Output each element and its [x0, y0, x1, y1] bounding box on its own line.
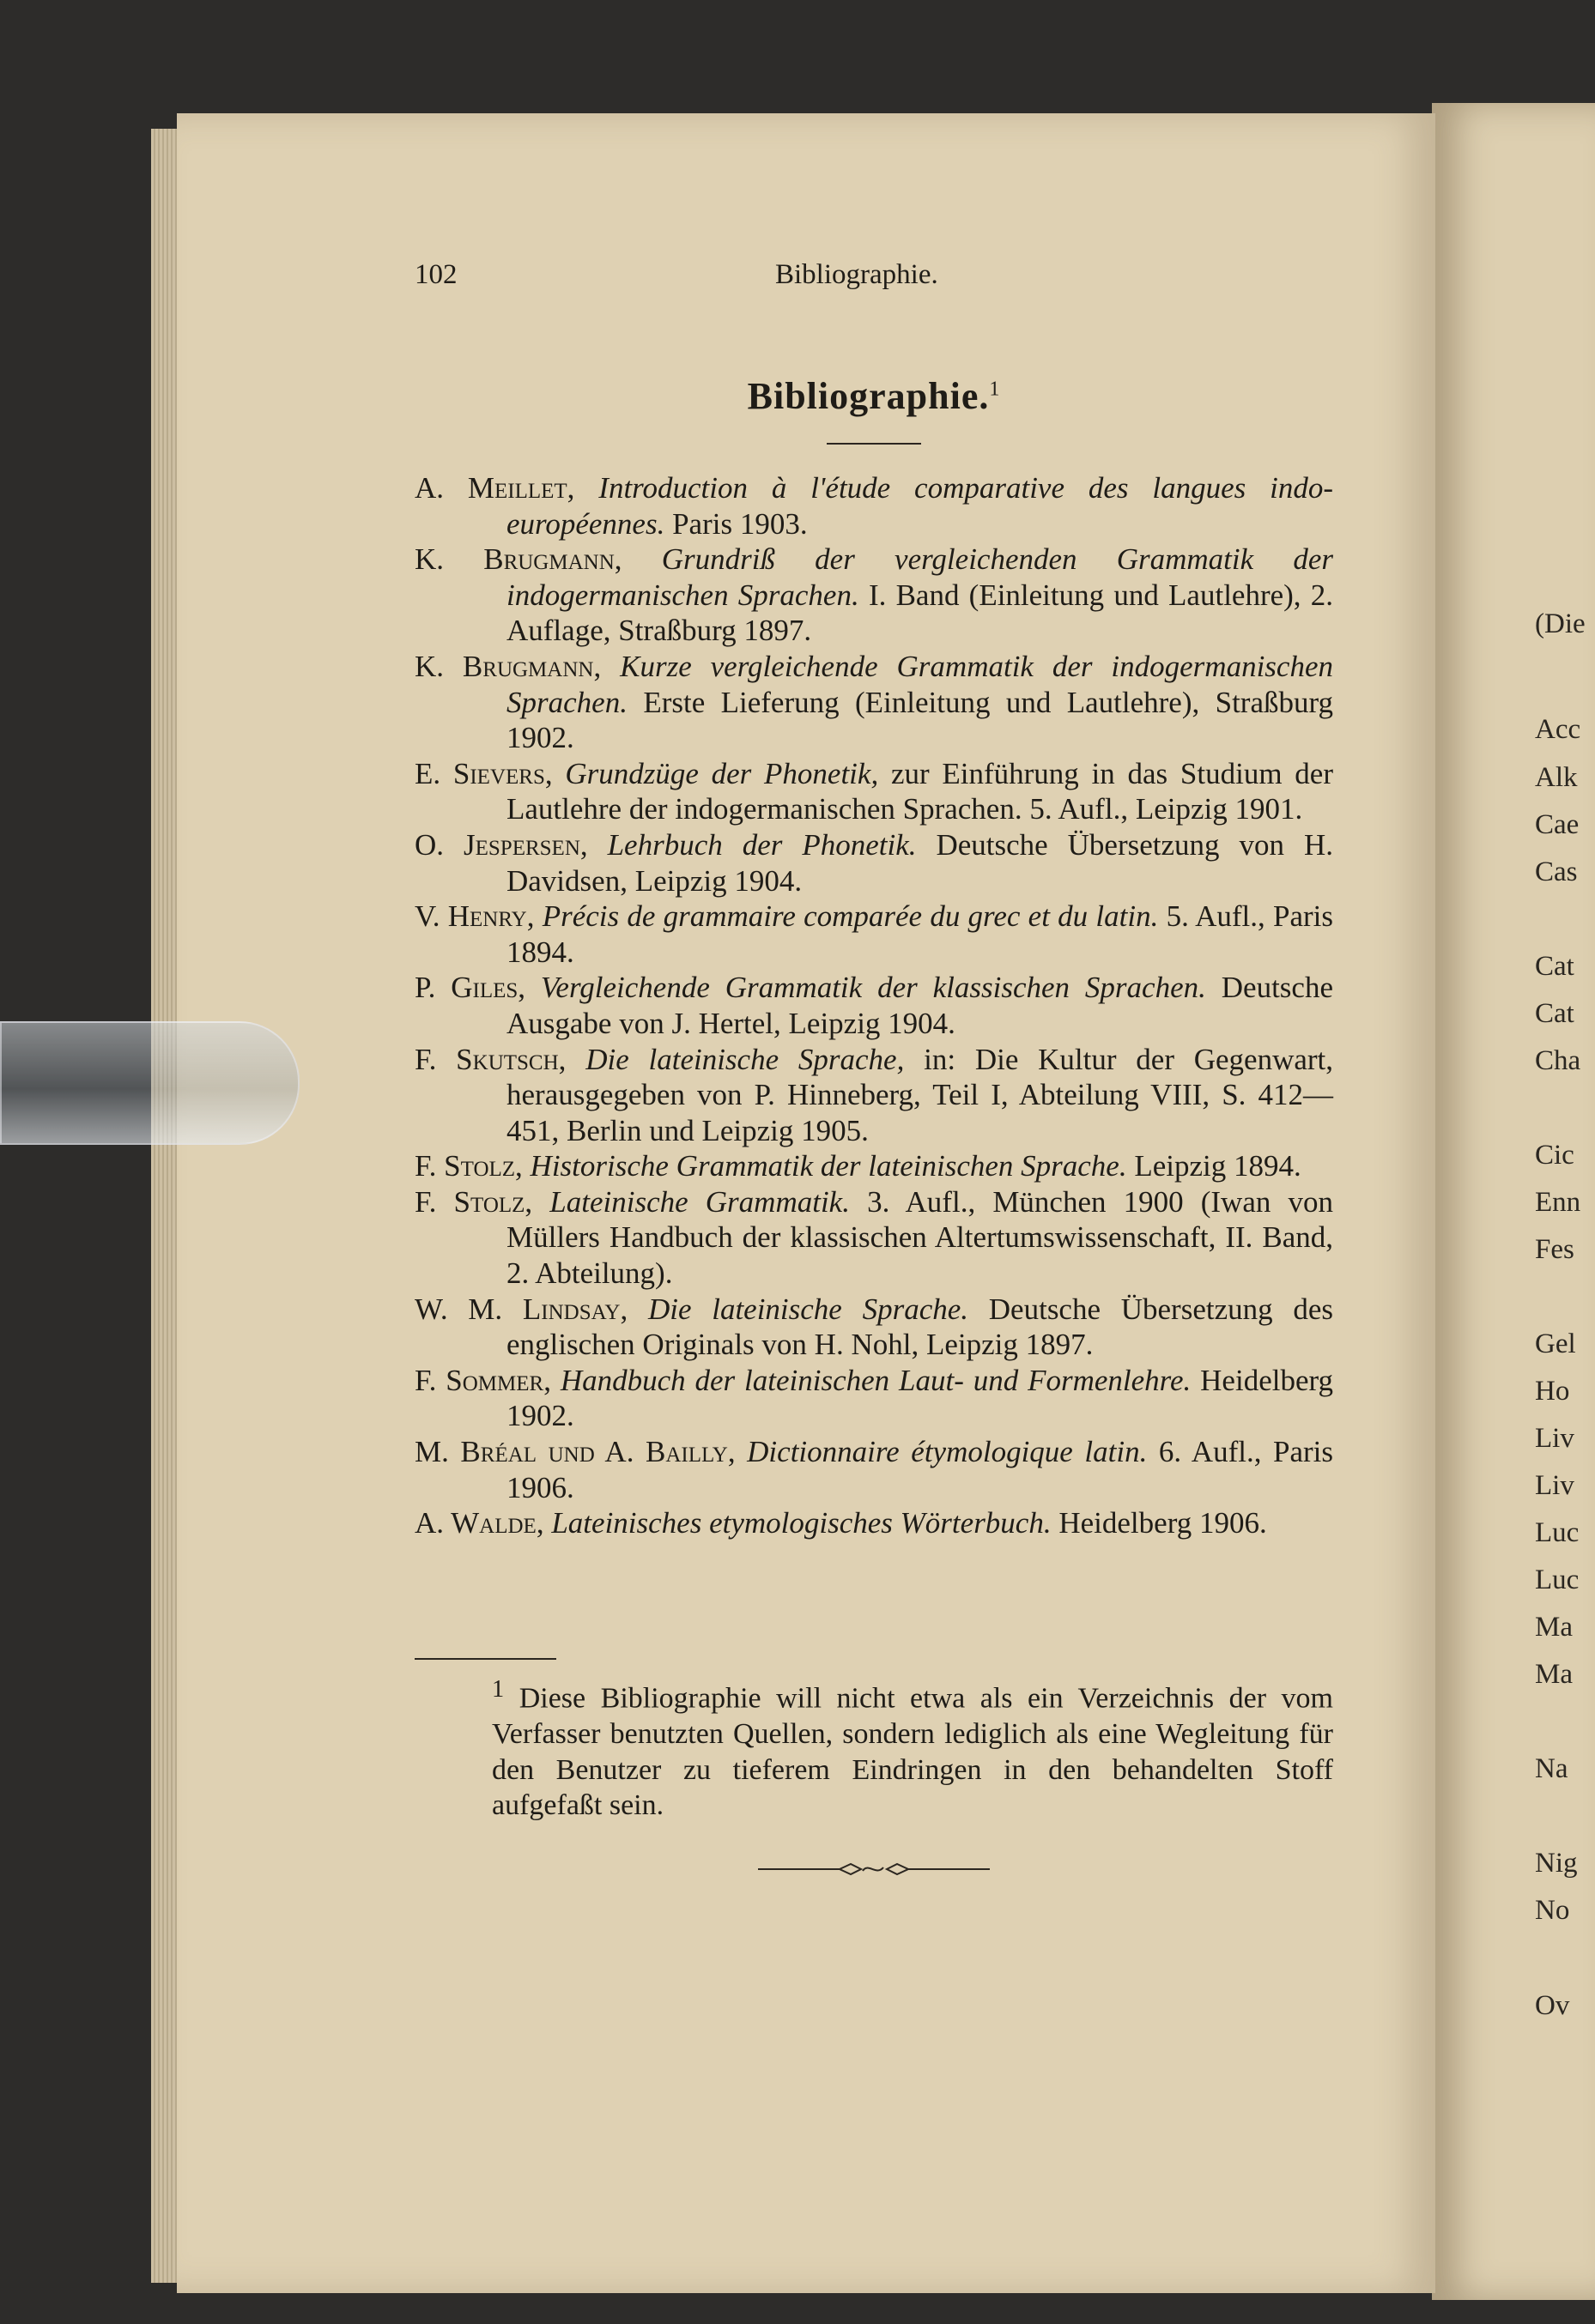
page-number: 102 — [415, 259, 458, 290]
facing-page-fragment: Nig — [1535, 1848, 1578, 1879]
facing-page-fragment: Cat — [1535, 950, 1574, 982]
entry-title: Lateinische Grammatik. — [549, 1184, 850, 1219]
heading-footnote-mark: 1 — [989, 378, 1001, 401]
facing-page-fragment: Luc — [1535, 1517, 1580, 1549]
entry-author: F. Skutsch, — [415, 1042, 567, 1076]
entry-title: Lehrbuch der Phonetik. — [607, 827, 917, 862]
entry-details: Deutsche Ausgabe von J. Hertel, Leipzig 1904. — [506, 971, 1333, 1040]
entry-title: Handbuch der lateinischen Laut- und Formenlehre. — [560, 1363, 1192, 1397]
facing-page-fragment: (Die — [1535, 608, 1586, 639]
entry-title: Introduction à l'étude comparative des langues indo-européennes. — [506, 471, 1333, 541]
entry-author: E. Sievers, — [415, 756, 553, 790]
entry-details: Paris 1903. — [672, 506, 808, 541]
entry-title: Historische Grammatik der lateinischen Sprache. — [530, 1149, 1127, 1183]
entry-title: Grundzüge der Phonetik, — [565, 756, 879, 790]
entry-title: Kurze vergleichende Grammatik der indogermanischen Sprachen. — [506, 649, 1333, 719]
entry-details: Erste Lieferung (Einleitung und Lautlehre), Straßburg 1902. — [506, 685, 1334, 755]
bibliography-entry — [415, 1434, 1333, 1505]
entry-author: P. Giles, — [415, 971, 526, 1005]
facing-page-fragment: Cas — [1535, 856, 1578, 887]
entry-author: V. Henry, — [415, 899, 535, 934]
bibliography-entry — [415, 649, 1333, 756]
entry-title: Vergleichende Grammatik der klassischen Sprachen. — [540, 971, 1206, 1005]
facing-page-fragment: Enn — [1535, 1186, 1581, 1218]
footnote-text: Diese Bibliographie will nicht etwa als ein Verzeichnis der vom Verfasser benutzten Quellen, sondern lediglich als eine Wegleitung für den Benutzer zu tieferem Eindringen in den behandelten Stoff aufgefaßt sein. — [492, 1682, 1333, 1822]
facing-page-fragment: Liv — [1535, 1470, 1574, 1502]
entry-author: F. Sommer, — [415, 1363, 551, 1397]
entry-author: M. Bréal und A. Bailly, — [415, 1435, 736, 1469]
facing-page-fragment: Liv — [1535, 1423, 1574, 1455]
bibliography-entry — [415, 756, 1333, 827]
facing-page-fragment: Gel — [1535, 1328, 1576, 1359]
entry-author: A. Walde, — [415, 1506, 544, 1540]
footnote — [415, 1672, 1333, 1824]
footnote-rule — [415, 1658, 556, 1660]
bibliography-entry — [415, 1042, 1333, 1149]
facing-page-fragment: No — [1535, 1895, 1570, 1927]
entry-author: A. Meillet, — [415, 471, 575, 505]
entry-details: Leipzig 1894. — [1134, 1149, 1301, 1183]
facing-page-fragment: Cha — [1535, 1044, 1581, 1076]
entry-title: Die lateinische Sprache. — [647, 1292, 969, 1326]
entry-author: F. Stolz, — [415, 1184, 533, 1219]
entry-details: Deutsche Übersetzung von H. Davidsen, Leipzig 1904. — [506, 827, 1333, 898]
bibliography-entry — [415, 542, 1333, 649]
running-title: Bibliographie. — [775, 259, 938, 290]
facing-page-fragment: Ma — [1535, 1612, 1573, 1643]
bibliography-entry — [415, 470, 1333, 542]
entry-author: O. Jespersen, — [415, 827, 588, 862]
entry-title: Grundriß der vergleichenden Grammatik der indogermanischen Sprachen. — [506, 542, 1334, 612]
entry-details: zur Einführung in das Studium der Lautlehre der indogermanischen Sprachen. 5. Aufl., Leipzig 1901. — [506, 756, 1333, 826]
entry-author: K. Brugmann, — [415, 542, 622, 577]
bibliography-entry — [415, 899, 1333, 970]
heading-rule — [827, 443, 921, 445]
section-heading — [415, 374, 1333, 418]
entry-details: 3. Aufl., München 1900 (Iwan von Müllers Handbuch der klassischen Altertumswissenschaft, II. Band, 2. Abteilung). — [506, 1184, 1333, 1291]
page-marker-clip — [0, 1021, 300, 1145]
facing-page-fragment: Luc — [1535, 1564, 1580, 1596]
facing-page-fragment: Ma — [1535, 1659, 1573, 1691]
heading-text: Bibliographie. — [747, 375, 990, 417]
facing-page-fragment: Cat — [1535, 997, 1574, 1029]
facing-page-fragment: Cic — [1535, 1139, 1574, 1171]
footnote-mark: 1 — [492, 1676, 505, 1703]
entry-details: in: Die Kultur der Gegenwart, herausgegeben von P. Hinneberg, Teil I, Abteilung VIII, S. 412—451, Berlin und Leipzig 1905. — [506, 1042, 1334, 1147]
bibliography-entry — [415, 970, 1333, 1041]
entry-title: Die lateinische Sprache, — [585, 1042, 905, 1076]
bibliography-entry — [415, 1148, 1333, 1184]
entry-details: I. Band (Einleitung und Lautlehre), 2. Auflage, Straßburg 1897. — [506, 578, 1334, 648]
entry-title: Précis de grammaire comparée du grec et du latin. — [542, 899, 1159, 934]
bibliography-entry — [415, 827, 1333, 899]
bibliography-entry — [415, 1363, 1333, 1434]
entry-details: Deutsche Übersetzung des englischen Originals von H. Nohl, Leipzig 1897. — [506, 1292, 1334, 1362]
facing-page-fragment: Ho — [1535, 1376, 1570, 1407]
entry-author: K. Brugmann, — [415, 649, 602, 683]
entry-title: Dictionnaire étymologique latin. — [747, 1435, 1148, 1469]
facing-page-fragment: Cae — [1535, 808, 1580, 840]
end-ornament — [758, 1861, 990, 1878]
entry-author: W. M. Lindsay, — [415, 1292, 628, 1326]
bibliography-entry — [415, 1505, 1333, 1541]
entry-details: 5. Aufl., Paris 1894. — [506, 899, 1334, 969]
facing-page-fragment: Alk — [1535, 761, 1578, 793]
entry-details: Heidelberg 1906. — [1058, 1506, 1267, 1540]
facing-page-fragment: Na — [1535, 1753, 1568, 1785]
facing-page-fragment: Fes — [1535, 1233, 1574, 1265]
bibliography-entry — [415, 1292, 1333, 1363]
entry-details: 6. Aufl., Paris 1906. — [506, 1435, 1334, 1504]
entry-title: Lateinisches etymologisches Wörterbuch. — [551, 1506, 1052, 1540]
entry-details: Heidelberg 1902. — [506, 1363, 1334, 1433]
entry-author: F. Stolz, — [415, 1149, 523, 1183]
bibliography-entry — [415, 1184, 1333, 1292]
facing-page-fragment: Ov — [1535, 1989, 1570, 2021]
facing-page-fragment: Acc — [1535, 714, 1581, 746]
bibliography-list — [415, 470, 1333, 1541]
